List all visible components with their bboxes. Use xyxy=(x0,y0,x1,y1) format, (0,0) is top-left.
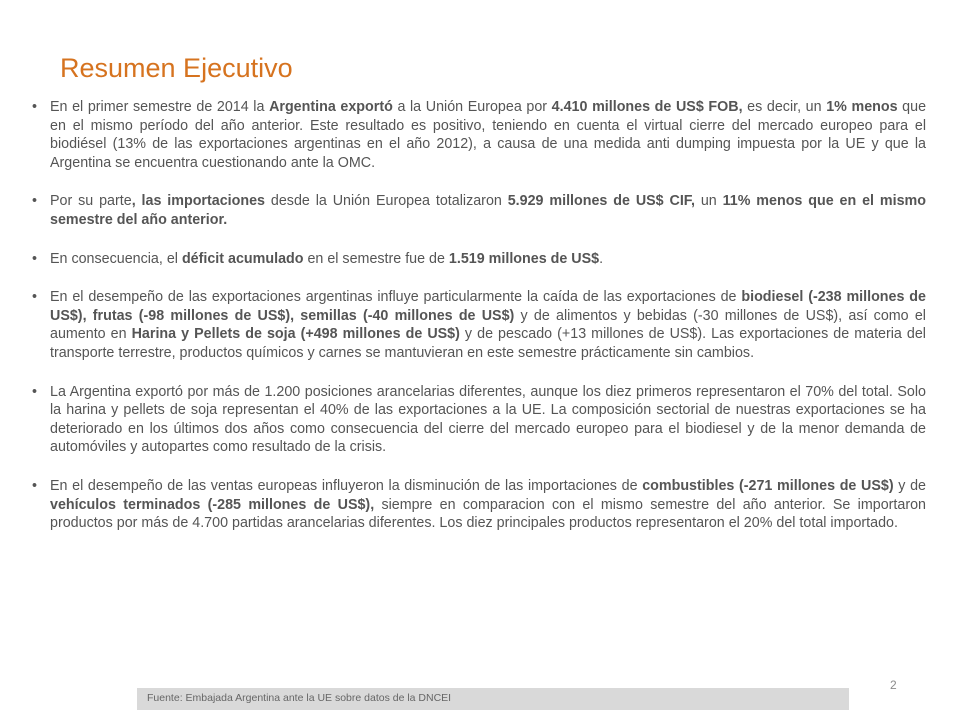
bullet-icon: • xyxy=(32,99,38,115)
bullet-icon: • xyxy=(32,250,38,267)
bullet-item: • En el desempeño de las ventas europeas influyeron la disminución de las importaciones de combustibles (-271 millones de US$) y de vehículos terminados (-285 millones de US$), siempre en comparacion con el mismo semestre del año anterior. Se importaron productos por más de 4.700 partidas arancelarias diferentes. Los diez principales productos representaron el 20% del total importado. xyxy=(32,477,926,532)
bullet-icon: • xyxy=(32,383,38,400)
source-text: Fuente: Embajada Argentina ante la UE sobre datos de la DNCEI xyxy=(147,692,452,704)
slide-title: Resumen Ejecutivo xyxy=(60,53,293,83)
bullet-icon: • xyxy=(32,289,38,306)
bullet-item: • En el desempeño de las exportaciones argentinas influye particularmente la caída de las exportaciones de biodiesel (-238 millones de US$), frutas (-98 millones de US$), semillas (-40 millones de US$) y de alimentos y bebidas (-30 millones de US$), así como el aumento en Harina y Pellets de soja (+498 millones de US$) y de pescado (+13 millones de US$). Las exportaciones de materia del transporte terrestre, productos químicos y carnes se mantuvieran en este semestre prácticamente sin cambios. xyxy=(32,289,926,361)
bullet-icon: • xyxy=(32,477,38,494)
bullet-icon: • xyxy=(32,193,38,210)
bullet-item: • En el primer semestre de 2014 la Argentina exportó a la Unión Europea por 4.410 millones de US$ FOB, es decir, un 1% menos que en el mismo período del año anterior. Este resultado es positivo, teniendo en cuenta el virtual cierre del mercado europeo para el biodiésel (13% de las exportaciones argentinas en el año 2012), a causa de una medida anti dumping impuesta por la UE y que la Argentina se encuentra cuestionando ante la OMC. xyxy=(32,99,927,171)
source-footer xyxy=(137,688,849,710)
bullet-list xyxy=(32,98,926,553)
bullet-item: • Por su parte, las importaciones desde la Unión Europea totalizaron 5.929 millones de US$ CIF, un 11% menos que en el mismo semestre del año anterior. xyxy=(32,193,926,228)
bullet-item: • En consecuencia, el déficit acumulado en el semestre fue de 1.519 millones de US$. xyxy=(32,250,604,267)
page-number: 2 xyxy=(890,678,897,692)
bullet-item: • La Argentina exportó por más de 1.200 posiciones arancelarias diferentes, aunque los diez primeros representaron el 70% del total. Solo la harina y pellets de soja representan el 40% de las exportaciones a la UE. La composición sectorial de nuestras exportaciones se ha deteriorado en los últimos dos años como consecuencia del cierre del mercado europeo para el biodiesel y de la menor demanda de automóviles y autopartes como resultado de la crisis. xyxy=(32,383,926,456)
